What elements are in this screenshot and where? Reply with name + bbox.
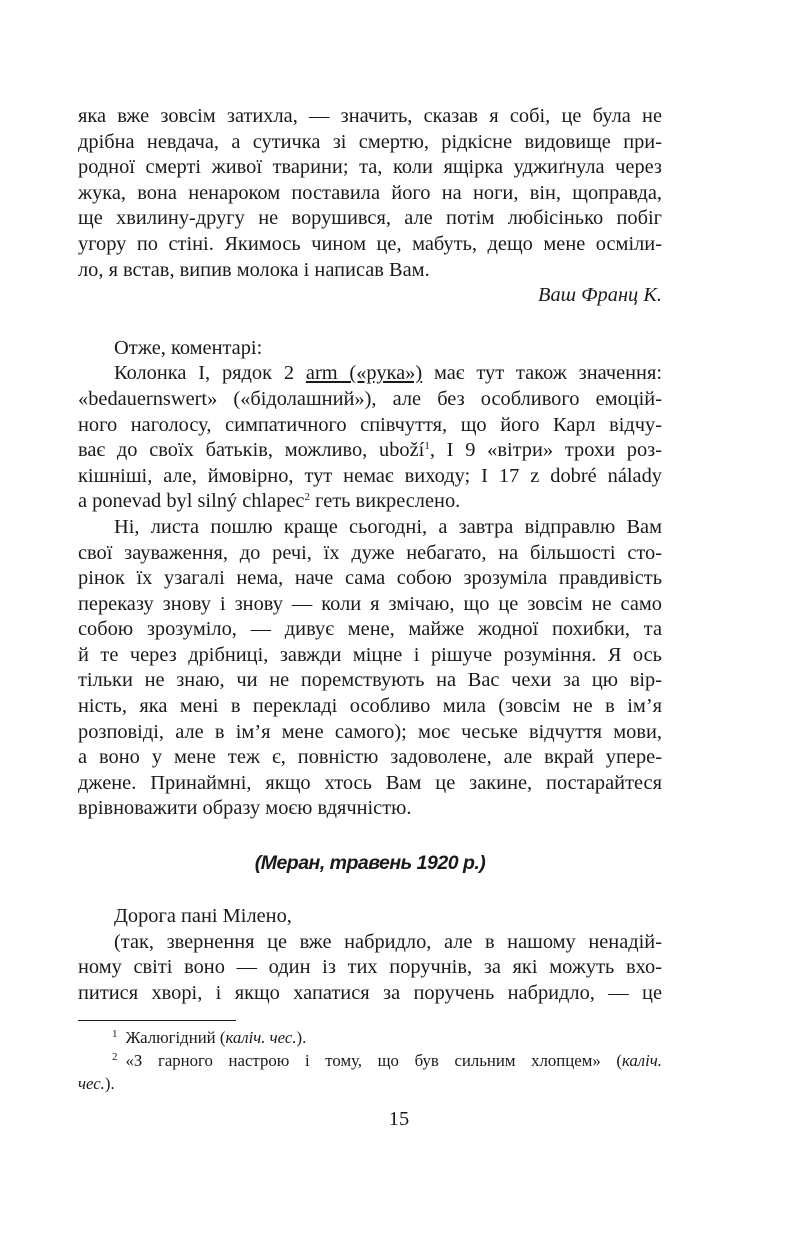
text-line: ще хвилину-другу не ворушився, але потім любісінько побіг [78, 207, 662, 230]
text-line: ному світі воно — один із тих поручнів, за які можуть вхо- [78, 956, 662, 979]
comments-intro: Отже, коментарі: [114, 336, 263, 359]
footnote-ref: 1 [424, 440, 430, 453]
text-fragment: ). [296, 1028, 307, 1047]
text-line: врівноважити образу моєю вдячністю. [78, 797, 412, 820]
text-fragment: «З гарного настрою і тому, що був сильним хлопцем» ( [125, 1051, 622, 1070]
text-fragment: a ponevad byl silný chlapec [78, 490, 305, 513]
text-line: дрібна невдача, а сутичка зі смертю, рідкісне видовище при- [78, 130, 662, 153]
text-fragment: Колонка I, рядок 2 [114, 362, 306, 385]
text-line: джене. Принаймні, якщо хтось Вам це закине, постарайтеся [78, 771, 662, 794]
footnote-1 [78, 1026, 662, 1049]
page-number: 15 [388, 1108, 410, 1130]
text-line: «bedauernswert» («бідолашний»), але без особливого емоцій- [78, 387, 662, 410]
text-line: розповіді, але в ім’я мене самого); моє чеське відчуття мови, [78, 720, 662, 743]
footnote-ref: 2 [304, 491, 310, 504]
text-fragment: Жалюгідний ( [125, 1028, 226, 1047]
text-line: Ні, листа пошлю краще сьогодні, а завтра відправлю Вам [114, 515, 662, 538]
letter-heading: (Меран, травень 1920 р.) [254, 852, 486, 875]
text-line: угору по стіні. Якимось чином це, мабуть, дещо мене осміли- [78, 232, 662, 255]
underlined-term: arm («рука») [305, 362, 423, 385]
text-line: (так, звернення це вже набридло, але в нашому ненадій- [114, 930, 662, 953]
footnote-marker: 2 [112, 1051, 118, 1063]
text-line: жука, вона ненароком поставила його на ноги, він, щоправда, [78, 181, 662, 204]
text-line: свої зауваження, до речі, їх дуже небагато, на більшості сто- [78, 541, 662, 564]
greeting: Дорога пані Мілено, [114, 905, 292, 928]
footnote-divider [78, 1020, 236, 1021]
text-fragment: ває до своїх батьків, можливо, uboží [78, 439, 425, 462]
signature: Ваш Франц К. [538, 284, 662, 307]
text-line [78, 438, 662, 464]
footnote-2 [78, 1049, 662, 1072]
text-line: родної смерті живої тварини; та, коли ящірка уджиґнула через [78, 156, 662, 179]
footnote-marker: 1 [112, 1028, 118, 1040]
footnote-2-cont [78, 1072, 662, 1095]
text-line [78, 361, 662, 387]
text-line: питися хворі, і якщо хапатися за поручень набридло, — це [78, 981, 662, 1004]
text-line: рінок їх узагалі нема, наче сама собою зрозуміла правдивість [78, 567, 662, 590]
text-line: переказу знову і знову — коли я змічаю, що це зовсім не само [78, 592, 662, 615]
text-fragment: каліч. чес. [225, 1028, 297, 1047]
text-fragment: ). [104, 1074, 115, 1093]
text-fragment: має тут також значення: [422, 362, 663, 385]
text-line: яка вже зовсім затихла, — значить, сказав я собі, це була не [78, 105, 662, 127]
text-fragment: , I 9 «вітри» трохи роз- [429, 439, 662, 462]
footnotes [78, 1026, 662, 1095]
text-line: а воно у мене теж є, повністю задоволене, але вкрай упере- [78, 746, 662, 769]
text-fragment: геть викреслено. [310, 490, 461, 513]
text-line: ного наголосу, симпатичного співчуття, що його Карл відчу- [78, 413, 662, 436]
page-body [78, 104, 662, 1006]
comments-section [78, 336, 662, 822]
letter-beginning [78, 904, 662, 1006]
text-line: ність, яка мені в перекладі особливо мила (зовсім не в ім’я [78, 695, 662, 718]
letter-ending [78, 104, 662, 309]
text-fragment: каліч. [621, 1051, 662, 1070]
text-line: тільки не знаю, чи не поремствують на Вас чехи за цю вір- [78, 669, 662, 692]
text-line: кішніші, але, ймовірно, тут немає виходу; I 17 z dobré nálady [78, 464, 662, 487]
text-line [78, 489, 662, 515]
text-fragment: чес. [78, 1074, 105, 1093]
text-line: собою зрозуміло, — дивує мене, майже жодної похибки, та [78, 618, 662, 641]
text-line: ло, я встав, випив молока і написав Вам. [78, 258, 430, 281]
text-line: й те через дрібниці, завжди міцне і рішуче розуміння. Я ось [78, 643, 662, 666]
